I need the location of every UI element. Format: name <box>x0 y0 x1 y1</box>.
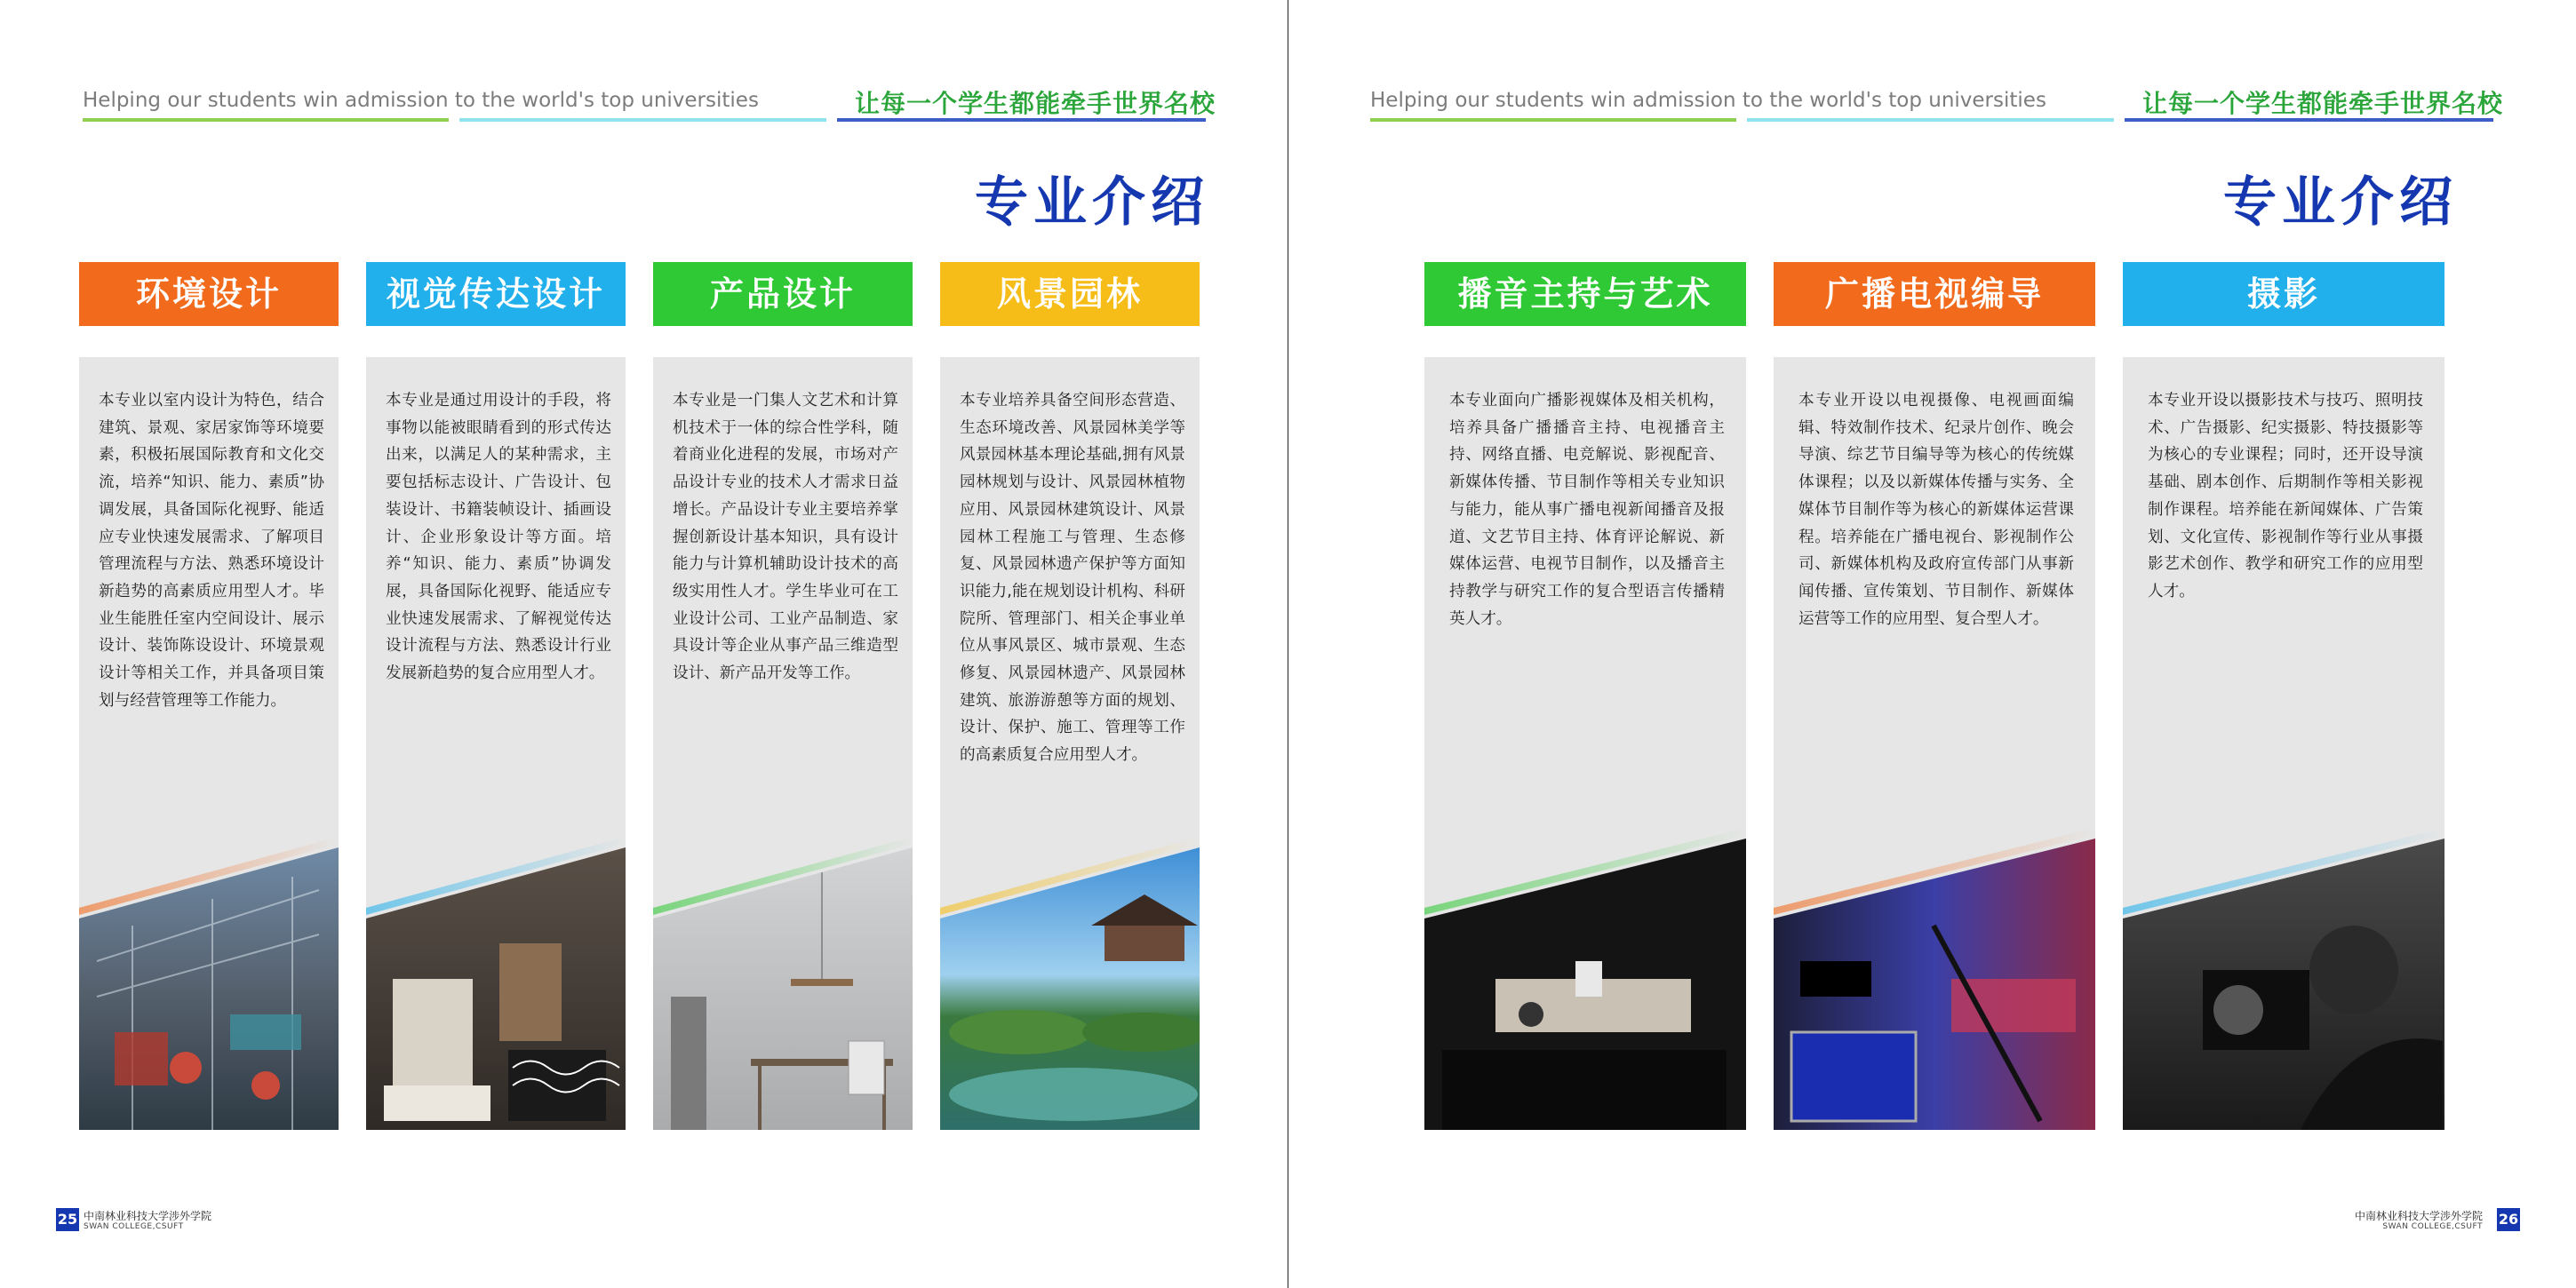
major-description: 本专业面向广播影视媒体及相关机构，培养具备广播播音主持、电视播音主持、网络直播、电竞解说、影视配音、新媒体传播、节目制作等相关专业知识与能力，能从事广播电视新闻播音及报道、文艺节目主持、体育评论解说、新媒体运营、电视节目制作，以及播音主持教学与研究工作的复合型语言传播精英人才。 <box>1449 392 1725 628</box>
header-rule-blue <box>2125 118 2493 122</box>
slogan-english: Helping our students win admission to the world's top universities <box>83 89 759 112</box>
major-description: 本专业以室内设计为特色，结合建筑、景观、家居家饰等环境要素，积极拓展国际教育和文化交流，培养“知识、能力、素质”协调发展，具备国际化视野、能适应专业快速发展需求、了解项目管理流程与方法、熟悉环境设计新趋势的高素质应用型人才。毕业生能胜任室内空间设计、展示设计、装饰陈设设计、环境景观设计等相关工作，并具备项目策划与经营管理等工作能力。 <box>99 392 324 710</box>
major-title: 风景园林 <box>940 262 1200 326</box>
slogan-english: Helping our students win admission to the world's top universities <box>1370 89 2046 112</box>
slogan-chinese: 让每一个学生都能牵手世界名校 <box>855 89 1216 118</box>
major-body <box>653 357 913 1130</box>
major-description: 本专业是通过用设计的手段，将事物以能被眼睛看到的形式传达出来，以满足人的某种需求，主要包括标志设计、广告设计、包装设计、书籍装帧设计、插画设计、企业形象设计等方面。培养“知识、能力、素质”协调发展，具备国际化视野、能适应专业快速发展需求、了解视觉传达设计流程与方法、熟悉设计行业发展新趋势的复合应用型人才。 <box>386 392 611 683</box>
header-rule-green <box>1370 118 1736 122</box>
major-title: 环境设计 <box>79 262 339 326</box>
major-description: 本专业开设以摄影技术与技巧、照明技术、广告摄影、纪实摄影、特技摄影等为核心的专业课程；同时，还开设导演基础、剧本创作、后期制作等相关影视制作课程。培养能在新闻媒体、广告策划、文化宣传、影视制作等行业从事摄影艺术创作、教学和研究工作的应用型人才。 <box>2148 392 2423 600</box>
school-name-en: SWAN COLLEGE,CSUFT <box>2382 1222 2483 1231</box>
page-number: 25 <box>56 1208 79 1231</box>
header-rule-cyan <box>459 118 826 122</box>
chinese-garden-pavilion-photo <box>940 357 1200 1130</box>
major-body <box>1424 357 1746 1130</box>
major-body <box>366 357 626 1130</box>
school-name-cn: 中南林业科技大学涉外学院 <box>84 1210 212 1222</box>
slogan-chinese: 让每一个学生都能牵手世界名校 <box>2142 89 2504 118</box>
major-body <box>1774 357 2095 1130</box>
school-name-en: SWAN COLLEGE,CSUFT <box>84 1222 184 1231</box>
dining-furniture-photo <box>653 357 913 1130</box>
major-body <box>940 357 1200 1130</box>
interior-space-photo <box>79 357 339 1130</box>
major-title: 播音主持与艺术 <box>1424 262 1746 326</box>
section-title: 专业介绍 <box>2223 171 2458 234</box>
header-rule-blue <box>837 118 1206 122</box>
major-title: 摄影 <box>2123 262 2444 326</box>
broadcast-studio-photo <box>1424 357 1746 1130</box>
section-title: 专业介绍 <box>975 171 1209 234</box>
graphic-design-products-photo <box>366 357 626 1130</box>
right-page <box>1288 0 2576 1288</box>
school-name-cn: 中南林业科技大学涉外学院 <box>2354 1210 2483 1222</box>
major-title: 产品设计 <box>653 262 913 326</box>
header-rule-green <box>83 118 449 122</box>
major-title: 视觉传达设计 <box>366 262 626 326</box>
major-body <box>2123 357 2444 1130</box>
major-body <box>79 357 339 1130</box>
major-description: 本专业是一门集人文艺术和计算机技术于一体的综合性学科，随着商业化进程的发展，市场对产品设计专业的技术人才需求日益增长。产品设计专业主要培养掌握创新设计基本知识，具有设计能力与计算机辅助设计技术的高级实用性人才。学生毕业可在工业设计公司、工业产品制造、家具设计等企业从事产品三维造型设计、新产品开发等工作。 <box>673 392 898 683</box>
major-description: 本专业培养具备空间形态营造、生态环境改善、风景园林美学等风景园林基本理论基础,拥有风景园林规划与设计、风景园林植物应用、风景园林建筑设计、风景园林工程施工与管理、生态修复、风景园林遗产保护等方面知识能力,能在规划设计机构、科研院所、管理部门、相关企事业单位从事风景区、城市景观、生态修复、风景园林遗产、风景园林建筑、旅游游憩等方面的规划、设计、保护、施工、管理等工作的高素质复合应用型人才。 <box>960 392 1185 765</box>
page-number: 26 <box>2497 1208 2520 1231</box>
tv-production-set-photo <box>1774 357 2095 1130</box>
major-description: 本专业开设以电视摄像、电视画面编辑、特效制作技术、纪录片创作、晚会导演、综艺节目编导等为核心的传统媒体课程；以及以新媒体传播与实务、全媒体节目制作等为核心的新媒体运营课程。培养能在广播电视台、影视制作公司、新媒体机构及政府宣传部门从事新闻传播、宣传策划、节目制作、新媒体运营等工作的应用型、复合型人才。 <box>1798 392 2074 628</box>
header-rule-cyan <box>1747 118 2114 122</box>
photographer-with-camera-photo <box>2123 357 2444 1130</box>
major-title: 广播电视编导 <box>1774 262 2095 326</box>
